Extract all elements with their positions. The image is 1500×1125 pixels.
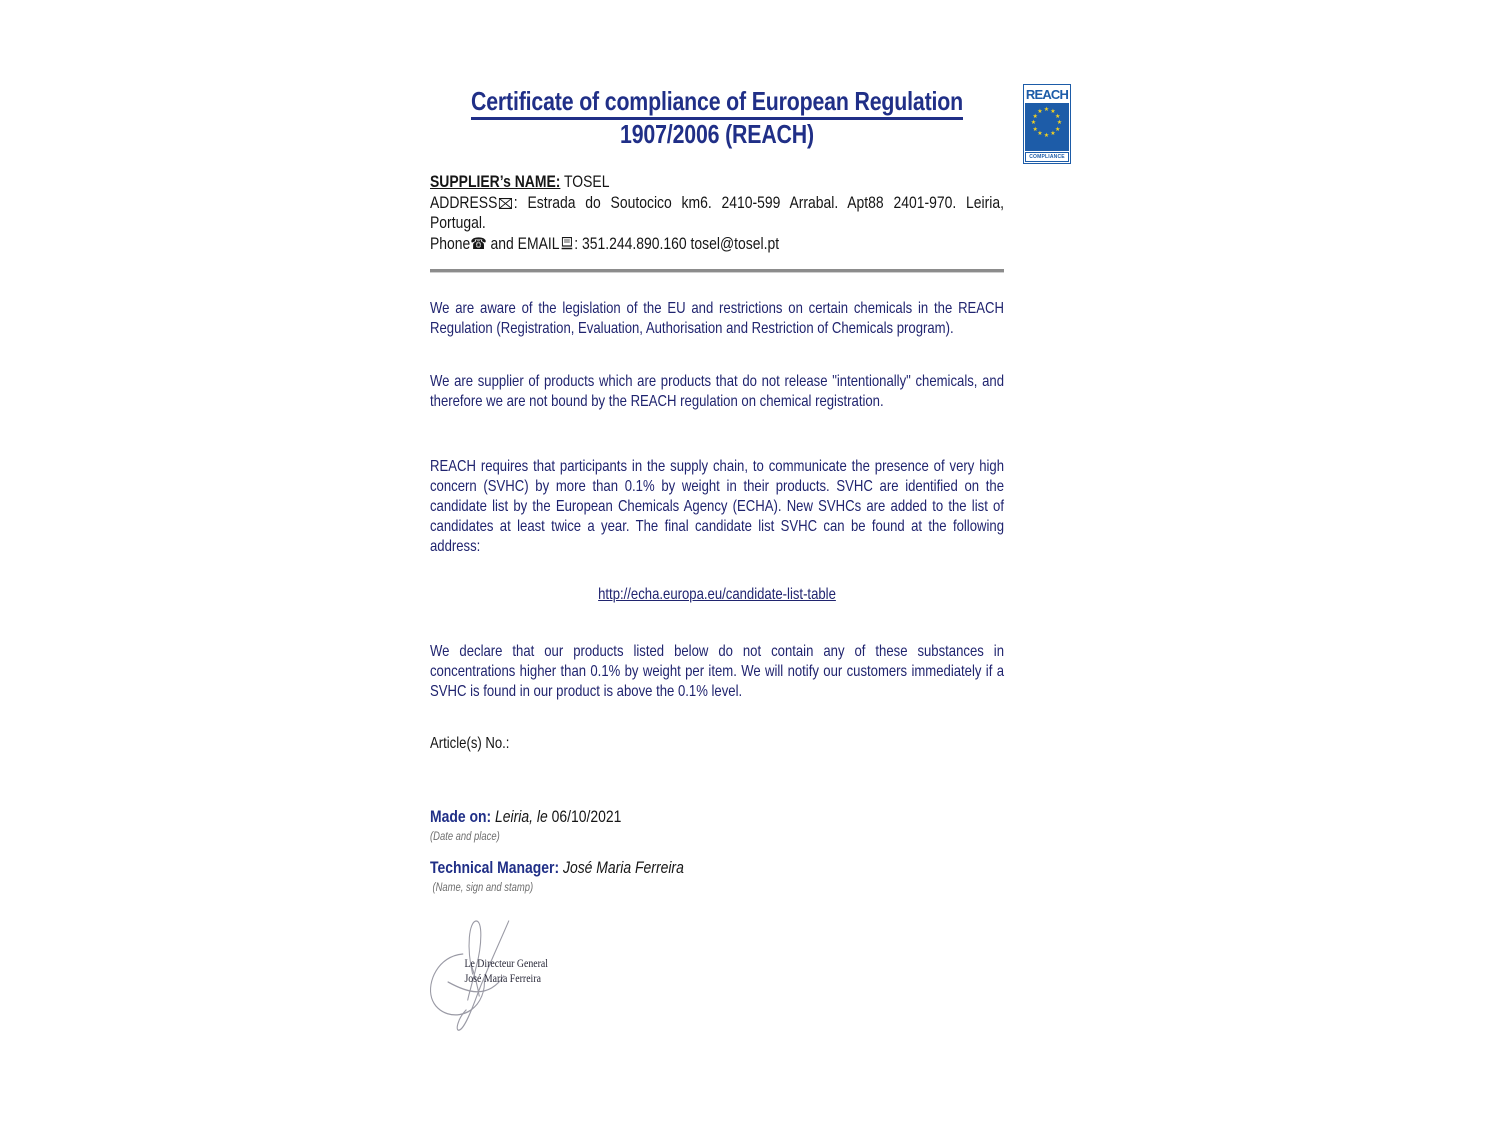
eu-star-icon: ★ — [1055, 112, 1061, 120]
reach-logo-title: REACH — [1025, 87, 1069, 102]
section-divider — [430, 269, 1004, 273]
envelope-icon — [499, 198, 512, 209]
certificate-title-line2: 1907/2006 (REACH) — [620, 119, 814, 149]
eu-stars-field — [1025, 103, 1069, 151]
eu-star-icon: ★ — [1043, 132, 1050, 139]
eu-star-icon: ★ — [1043, 106, 1050, 113]
certificate-body — [430, 85, 1004, 1036]
name-sign-stamp-hint: (Name, sign and stamp) — [432, 882, 534, 894]
made-on-place: Leiria, le — [491, 807, 552, 826]
reach-compliance-logo — [1023, 84, 1071, 164]
computer-icon — [561, 237, 572, 250]
supplier-name-label: SUPPLIER’s NAME: — [430, 172, 561, 191]
made-on-line — [430, 806, 1004, 827]
made-on-label: Made on: — [430, 807, 492, 826]
eu-star-icon: ★ — [1032, 125, 1038, 133]
stamp-line1: Le Directeur General — [464, 956, 549, 970]
supplier-name-line — [430, 172, 1004, 193]
candidate-list-link-line — [430, 585, 1004, 605]
eu-star-icon: ★ — [1056, 119, 1063, 126]
supplier-address-label: ADDRESS — [430, 192, 498, 212]
supplier-address-value-2: Portugal. — [430, 213, 486, 232]
supplier-address-value: : Estrada do Soutocico km6. 2410-599 Arrabal. Apt88 2401-970. Leiria, — [513, 192, 1004, 212]
eu-star-icon: ★ — [1032, 112, 1038, 120]
paragraph-svhc-requirements: REACH requires that participants in the supply chain, to communicate the presence of very high concern (SVHC) by more than 0.1% by weight in their products. SVHC are identified on the candidate list by the European Chemicals Agency (ECHA). New SVHCs are added to the list of candidates at least twice a year. The final candidate list SVHC can be found at the following address: — [430, 458, 1004, 555]
eu-star-icon: ★ — [1050, 107, 1056, 115]
certificate-title-line1: Certificate of compliance of European Regulation — [430, 85, 1004, 118]
eu-star-icon: ★ — [1037, 130, 1043, 138]
contact-value: : 351.244.890.160 tosel@tosel.pt — [574, 233, 780, 253]
stamp-text — [464, 956, 548, 986]
paragraph-awareness: We are aware of the legislation of the EU and restrictions on certain chemicals in the REACH Regulation (Registration, Evaluation, Authorisation and Restriction of Chemicals program). — [430, 300, 1004, 337]
eu-star-icon: ★ — [1050, 130, 1056, 138]
eu-star-icon: ★ — [1055, 125, 1061, 133]
reach-logo-compliance-label: COMPLIANCE — [1025, 152, 1069, 162]
technical-manager-label: Technical Manager: — [430, 858, 560, 877]
certificate-title — [430, 85, 1004, 151]
candidate-list-link[interactable]: http://echa.europa.eu/candidate-list-table — [598, 586, 836, 603]
supplier-contact-line — [430, 234, 1004, 255]
paragraph-supplier-statement: We are supplier of products which are products that do not release "intentionally" chemicals, and therefore we are not bound by the REACH regulation on chemical registration. — [430, 373, 1004, 410]
articles-number-label: Article(s) No.: — [430, 735, 510, 752]
email-label: and EMAIL — [486, 233, 560, 253]
stamp-line2: José Maria Ferreira — [464, 971, 541, 985]
date-place-hint: (Date and place) — [430, 831, 500, 843]
supplier-name-value: TOSEL — [560, 172, 610, 191]
signature-area — [430, 916, 676, 1036]
technical-manager-name: José Maria Ferreira — [559, 858, 684, 877]
eu-star-icon: ★ — [1030, 119, 1037, 126]
supplier-address-line — [430, 193, 1004, 234]
eu-star-icon: ★ — [1037, 107, 1043, 115]
phone-icon: ☎ — [470, 233, 487, 253]
phone-label: Phone — [430, 233, 471, 253]
made-on-date: 06/10/2021 — [551, 807, 622, 826]
supplier-block — [430, 172, 1004, 254]
paragraph-declaration: We declare that our products listed below do not contain any of these substances in concentrations higher than 0.1% by weight per item. We will notify our customers immediately if a SVHC is found in our product is above the 0.1% level. — [430, 643, 1004, 700]
technical-manager-line — [430, 857, 1004, 878]
